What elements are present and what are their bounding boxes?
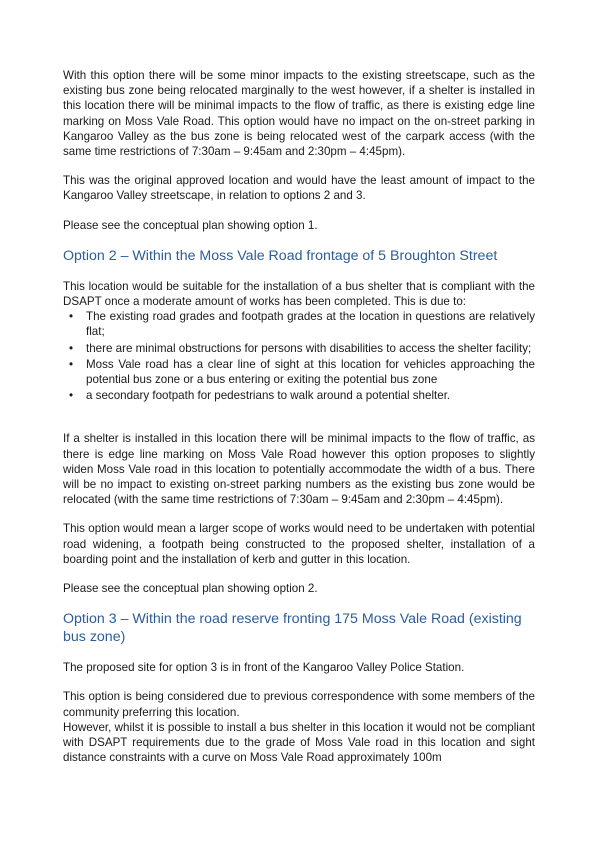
paragraph-option2-scope: This option would mean a larger scope of works would need to be undertaken with potential road widening, a footpath being constructed to the proposed shelter, installation of a boarding point and the installation of kerb and gutter in this location. [63, 522, 535, 566]
bullet-icon: • [69, 341, 74, 355]
option2-bullet-list [63, 309, 535, 403]
paragraph-option2-traffic: If a shelter is installed in this location there will be minimal impacts to the flow of traffic, as there is edge line marking on Moss Vale Road however this option proposes to slightly widen Moss Vale road in this location to potentially accommodate the width of a bus. There will be no impact to existing on-street parking numbers as the existing bus zone would be relocated (with the same time restrictions of 7:30am – 9:45am and 2:30pm – 4:45pm). [63, 432, 535, 507]
paragraph-option1-impacts: With this option there will be some minor impacts to the existing streetscape, such as the existing bus zone being relocated marginally to the west however, if a shelter is installed in this location there will be minimal impacts to the flow of traffic, as there is existing edge line marking on Moss Vale Road. This option would have no impact on the on-street parking in Kangaroo Valley as the bus zone is being relocated west of the carpark access (with the same time restrictions of 7:30am – 9:45am and 2:30pm – 4:45pm). [63, 69, 535, 159]
document-page [63, 68, 535, 766]
paragraph-option3-site: The proposed site for option 3 is in front of the Kangaroo Valley Police Station. [63, 661, 465, 675]
paragraph-option3-however: However, whilst it is possible to install a bus shelter in this location it would not be compliant with DSAPT requirements due to the grade of Moss Vale road in this location and sight distance constraints with a curve on Moss Vale Road approximately 100m [63, 720, 535, 765]
paragraph-option3-considered: This option is being considered due to previous correspondence with some members of the community preferring this location. [63, 690, 535, 719]
paragraph-option2-intro: This location would be suitable for the installation of a bus shelter that is compliant with the DSAPT once a moderate amount of works has been completed. This is due to: [63, 279, 535, 309]
list-item: • The existing road grades and footpath grades at the location in questions are relatively flat; [69, 310, 535, 339]
list-item: • a secondary footpath for pedestrians to walk around a potential shelter. [69, 389, 451, 403]
paragraph-plan-option1: Please see the conceptual plan showing option 1. [63, 218, 318, 232]
bullet-icon: • [69, 389, 74, 403]
heading-option2: Option 2 – Within the Moss Vale Road frontage of 5 Broughton Street [63, 247, 498, 264]
heading-option3: Option 3 – Within the road reserve fronting 175 Moss Vale Road (existing bus zone) [63, 611, 522, 646]
paragraph-original-location: This was the original approved location and would have the least amount of impact to the Kangaroo Valley streetscape, in relation to options 2 and 3. [63, 174, 535, 203]
bullet-icon: • [69, 310, 74, 324]
bullet-icon: • [69, 357, 74, 371]
paragraph-plan-option2: Please see the conceptual plan showing option 2. [63, 582, 318, 596]
list-item: • there are minimal obstructions for persons with disabilities to access the shelter facility; [69, 341, 532, 355]
list-item: • Moss Vale road has a clear line of sight at this location for vehicles approaching the potential bus zone or a bus entering or exiting the potential bus zone [69, 357, 535, 387]
